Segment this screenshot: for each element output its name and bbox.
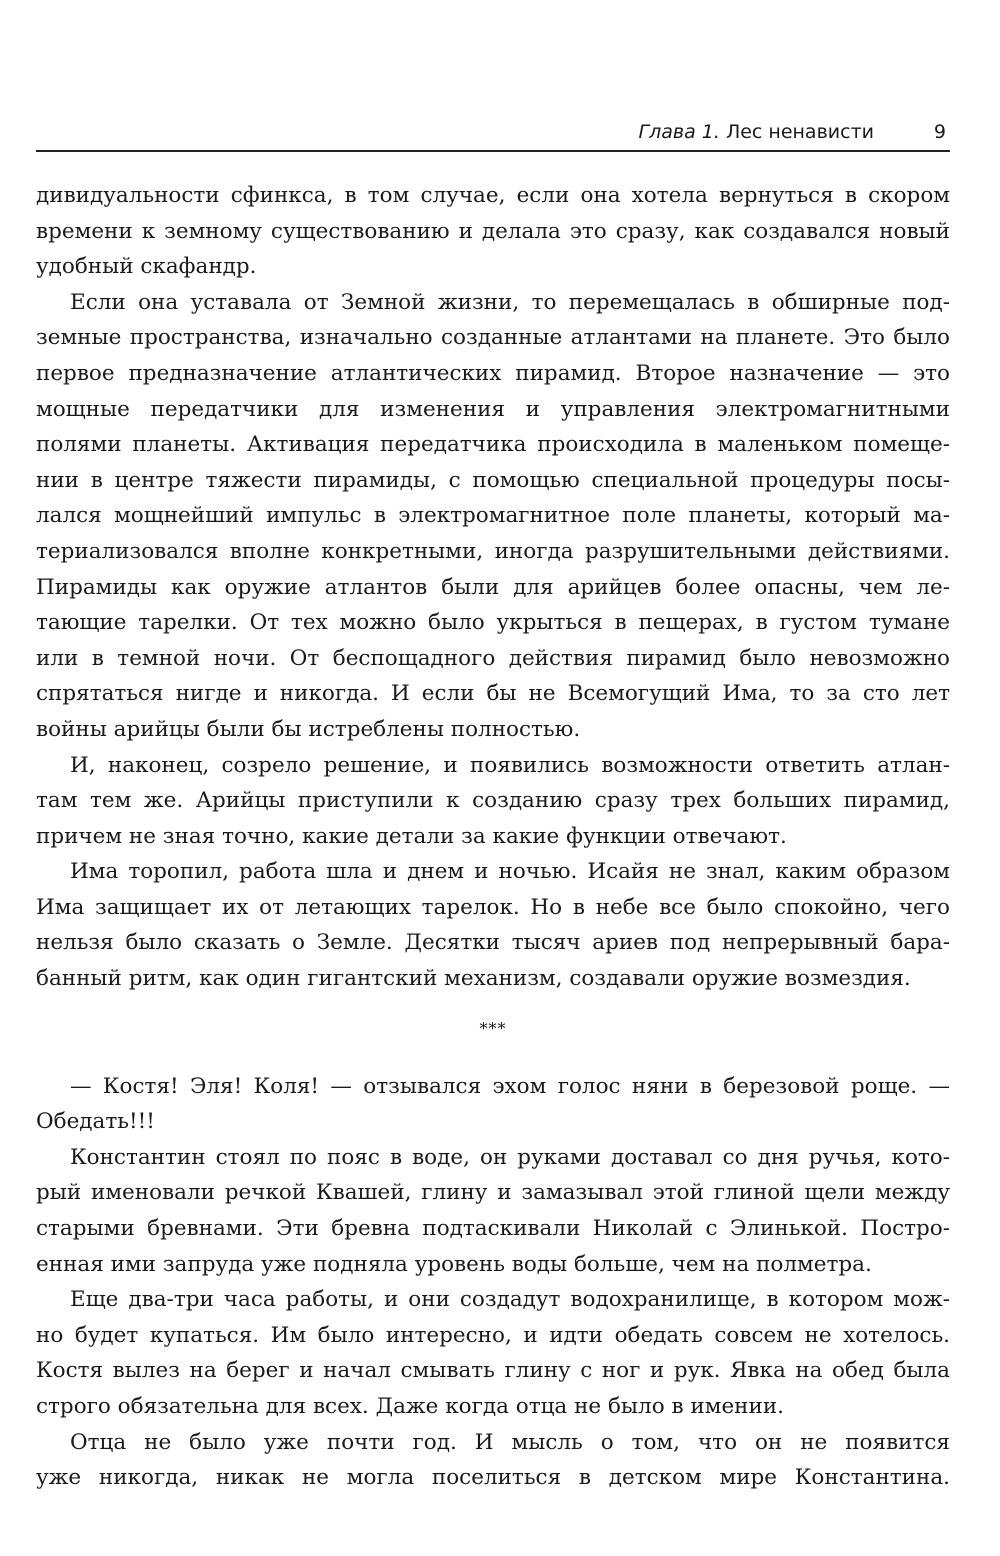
- text-line: земные пространства, изначально созданные атлантами на планете. Это было: [36, 325, 950, 351]
- text-line: енная ими запруда уже подняла уровень воды больше, чем на полметра.: [36, 1251, 872, 1277]
- text-line: териализовался вполне конкретными, иногда разрушительными действиями.: [36, 538, 950, 564]
- paragraph: [36, 854, 950, 996]
- text-line: И, наконец, созрело решение, и появились возможности ответить атлан-: [70, 752, 950, 778]
- text-line: Пирамиды как оружие атлантов были для арийцев более опасны, чем ле-: [36, 574, 950, 600]
- text-line: банный ритм, как один гигантский механизм, создавали оружие возмездия.: [36, 966, 911, 992]
- text-line: причем не зная точно, какие детали за какие функции отвечают.: [36, 823, 787, 849]
- chapter-heading: [639, 120, 875, 144]
- text-line: спрятаться нигде и никогда. И если бы не Всемогущий Има, то за сто лет: [36, 681, 950, 707]
- text-line: лался мощнейший импульс в электромагнитное поле планеты, который ма-: [36, 503, 950, 529]
- text-line: войны арийцы были бы истреблены полностью.: [36, 716, 581, 742]
- paragraph: [36, 285, 950, 748]
- paragraph: [36, 1282, 950, 1424]
- paragraph: [36, 748, 950, 855]
- text-line: — Костя! Эля! Коля! — отзывался эхом голос няни в березовой роще. —: [70, 1073, 950, 1099]
- text-line: там тем же. Арийцы приступили к созданию сразу трех больших пирамид,: [36, 788, 950, 814]
- text-line: уже никогда, никак не могла поселиться в детском мире Константина.: [36, 1465, 950, 1491]
- text-line: нельзя было сказать о Земле. Десятки тысяч ариев под непрерывный бара-: [36, 930, 950, 956]
- running-header: [36, 118, 950, 152]
- text-line: Обедать!!!: [36, 1109, 155, 1135]
- text-line: тающие тарелки. От тех можно было укрыться в пещерах, в густом тумане: [36, 610, 950, 636]
- chapter-title: Лес ненависти: [725, 121, 874, 143]
- text-line: строго обязательна для всех. Даже когда отца не было в имении.: [36, 1394, 785, 1419]
- text-line: Еще два-три часа работы, и они создадут водохранилище, в котором мож-: [70, 1287, 950, 1313]
- text-line: Има торопил, работа шла и днем и ночью. Исайя не знал, каким образом: [70, 859, 950, 885]
- text-line: но будет купаться. Им было интересно, и идти обедать совсем не хотелось.: [36, 1322, 950, 1348]
- text-line: Если она уставала от Земной жизни, то перемещалась в обширные под-: [70, 289, 950, 315]
- text-line: старыми бревнами. Эти бревна подтаскивали Николай с Элинькой. Постро-: [36, 1216, 950, 1242]
- section-separator: ***: [479, 1018, 507, 1038]
- text-line: или в темной ночи. От беспощадного действия пирамид было невозможно: [36, 645, 950, 671]
- text-line: рый именовали речкой Квашей, глину и замазывал этой глиной щели между: [36, 1180, 950, 1206]
- text-line: Костя вылез на берег и начал смывать глину с ног и рук. Явка на обед была: [36, 1358, 950, 1384]
- text-line: времени к земному существованию и делала это сразу, как создавался новый: [36, 218, 950, 244]
- body-text: [36, 178, 950, 1496]
- text-line: дивидуальности сфинкса, в том случае, если она хотела вернуться в скором: [36, 183, 950, 208]
- paragraph: [36, 1140, 950, 1282]
- text-line: Отца не было уже почти год. И мысль о том, что он не появится: [70, 1429, 950, 1455]
- text-line: удобный скафандр.: [36, 254, 257, 280]
- page-number: 9: [933, 121, 946, 143]
- paragraph: [36, 1069, 950, 1140]
- text-line: Има защищает их от летающих тарелок. Но в небе все было спокойно, чего: [36, 894, 950, 920]
- paragraph: [36, 1425, 950, 1496]
- text-line: нии в центре тяжести пирамиды, с помощью специальной процедуры посы-: [36, 467, 950, 493]
- text-line: Константин стоял по пояс в воде, он руками доставал со дня ручья, кото-: [70, 1144, 950, 1170]
- chapter-label: Глава 1.: [638, 121, 720, 143]
- text-line: первое предназначение атлантических пирамид. Второе назначение — это: [36, 360, 950, 386]
- text-line: полями планеты. Активация передатчика происходила в маленьком помеще-: [36, 432, 950, 458]
- text-line: мощные передатчики для изменения и управления электромагнитными: [36, 396, 950, 422]
- paragraph: [36, 178, 950, 285]
